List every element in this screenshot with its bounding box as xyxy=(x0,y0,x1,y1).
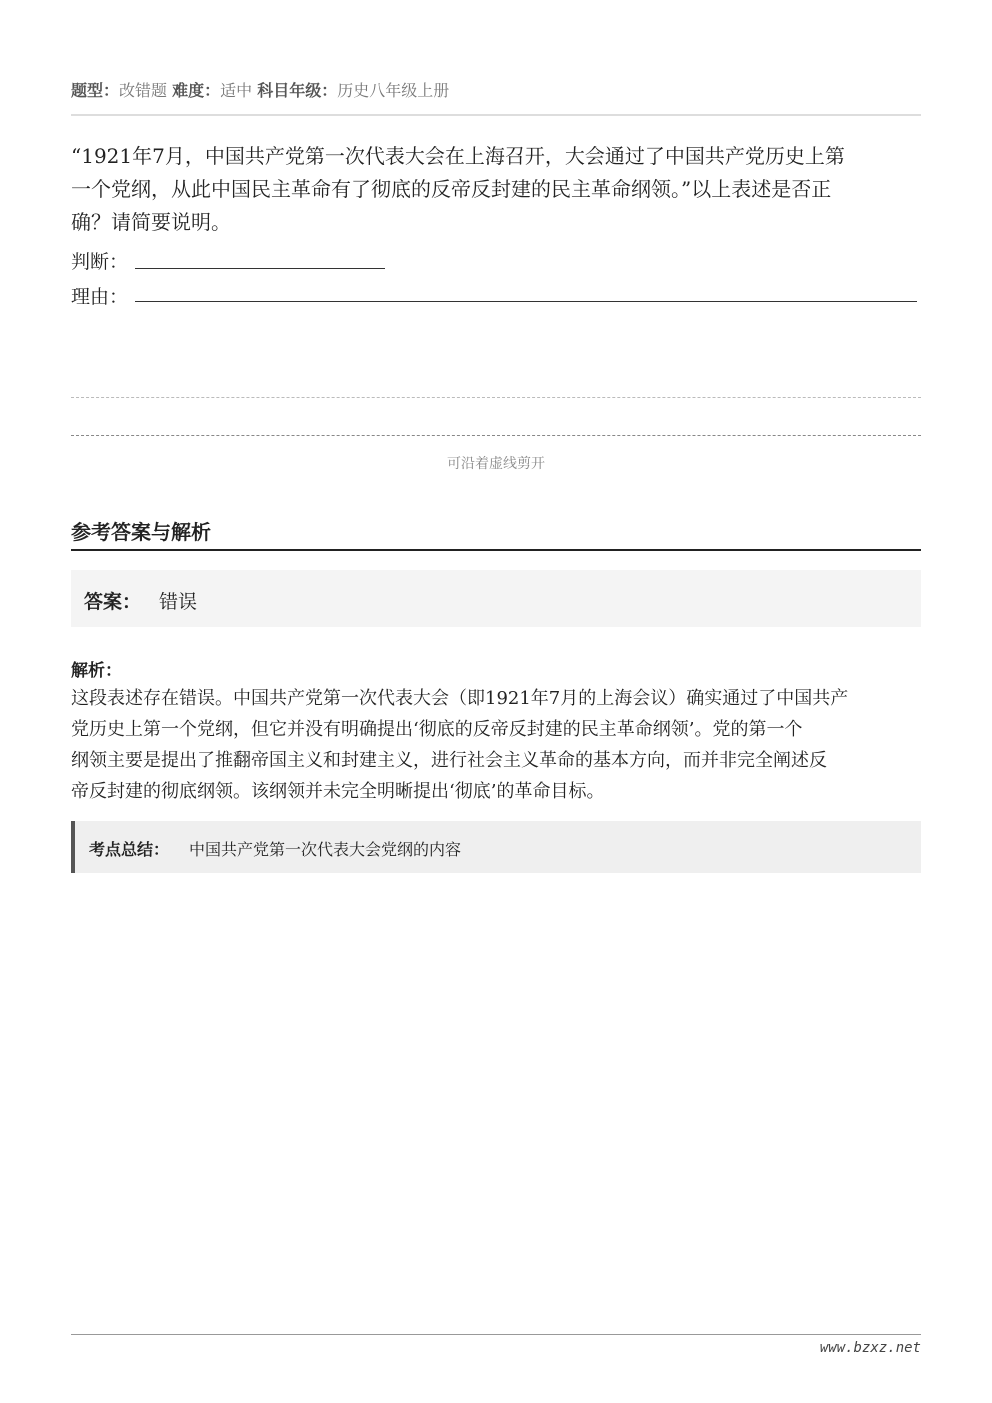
footer-divider xyxy=(71,1334,921,1335)
footer-site: www.bzxz.net xyxy=(819,1340,921,1356)
section-title: 参考答案与解析 xyxy=(71,520,211,544)
key-point-box xyxy=(71,821,921,873)
reason-label: 理由： xyxy=(71,286,129,308)
analysis-text xyxy=(71,683,931,807)
analysis-line: 纲领主要是提出了推翻帝国主义和封建主义，进行社会主义革命的基本方向，而并非完全阐述反 xyxy=(71,750,827,771)
judgment-label: 判断： xyxy=(71,251,129,273)
question-meta xyxy=(71,78,449,101)
question-line: “1921年7月，中国共产党第一次代表大会在上海召开，大会通过了中国共产党历史上第 xyxy=(71,144,845,168)
analysis-label: 解析： xyxy=(71,661,122,681)
answer-box xyxy=(71,570,921,627)
cut-line xyxy=(71,435,921,436)
analysis-line: 帝反封建的彻底纲领。该纲领并未完全明晰提出‘彻底’的革命目标。 xyxy=(71,781,605,802)
key-point-value: 中国共产党第一次代表大会党纲的内容 xyxy=(189,840,462,859)
cut-hint: 可沿着虚线剪开 xyxy=(447,456,545,472)
difficulty-label: 难度： xyxy=(172,81,221,100)
reason-field[interactable] xyxy=(71,282,128,309)
dashed-line xyxy=(71,397,921,398)
type-value: 改错题 xyxy=(119,81,168,100)
difficulty-value: 适中 xyxy=(220,81,253,100)
question-text xyxy=(71,140,931,239)
divider xyxy=(71,114,921,116)
reason-blank[interactable] xyxy=(135,301,917,302)
judgment-blank[interactable] xyxy=(135,268,385,269)
analysis-line: 党历史上第一个党纲，但它并没有明确提出‘彻底的反帝反封建的民主革命纲领’。党的第一个 xyxy=(71,719,803,740)
key-point-label: 考点总结： xyxy=(89,840,170,859)
analysis-line: 这段表述存在错误。中国共产党第一次代表大会（即1921年7月的上海会议）确实通过了中国共产 xyxy=(71,688,849,709)
subject-value: 历史八年级上册 xyxy=(337,81,450,100)
answer-value: 错误 xyxy=(159,591,198,613)
question-line: 确？请简要说明。 xyxy=(71,210,231,234)
subject-label: 科目年级： xyxy=(257,81,338,100)
answer-label: 答案： xyxy=(84,591,142,613)
judgment-field[interactable] xyxy=(71,247,128,274)
question-line: 一个党纲，从此中国民主革命有了彻底的反帝反封建的民主革命纲领。”以上表述是否正 xyxy=(71,177,832,201)
type-label: 题型： xyxy=(71,81,120,100)
section-divider xyxy=(71,549,921,551)
